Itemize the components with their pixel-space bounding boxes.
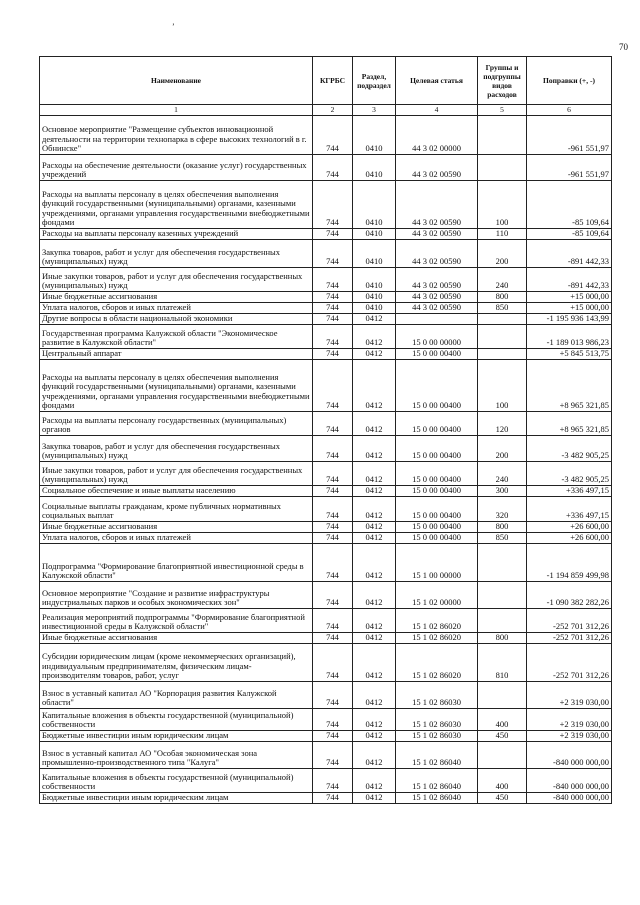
row-amount: +15 000,00 bbox=[527, 291, 612, 302]
row-name: Бюджетные инвестиции иным юридическим лицам bbox=[40, 792, 313, 803]
table-body bbox=[40, 115, 612, 803]
table-row bbox=[40, 532, 612, 543]
row-expense-group bbox=[478, 154, 527, 180]
table-row bbox=[40, 348, 612, 359]
table-row bbox=[40, 681, 612, 708]
row-razdel: 0410 bbox=[353, 154, 396, 180]
row-name: Взнос в уставный капитал АО "Особая экономическая зона промышленно-производственного типа "Калуга" bbox=[40, 741, 313, 768]
table-row bbox=[40, 115, 612, 154]
table-row bbox=[40, 521, 612, 532]
row-razdel: 0412 bbox=[353, 435, 396, 461]
row-razdel: 0412 bbox=[353, 461, 396, 485]
table-row bbox=[40, 324, 612, 348]
row-amount: -85 109,64 bbox=[527, 180, 612, 228]
row-expense-group bbox=[478, 741, 527, 768]
row-expense-group: 450 bbox=[478, 730, 527, 741]
row-target-article: 15 0 00 00400 bbox=[396, 348, 478, 359]
row-kgrbs: 744 bbox=[313, 313, 353, 324]
row-amount: -840 000 000,00 bbox=[527, 768, 612, 792]
row-name: Субсидии юридическим лицам (кроме некоммерческих организаций), индивидуальным предпринимателям, физическим лицам-производителям товаров, работ, услуг bbox=[40, 643, 313, 681]
row-name: Иные закупки товаров, работ и услуг для обеспечения государственных (муниципальных) нужд bbox=[40, 267, 313, 291]
table-row bbox=[40, 435, 612, 461]
row-target-article: 15 1 02 86030 bbox=[396, 708, 478, 730]
table-row bbox=[40, 768, 612, 792]
row-target-article: 15 0 00 00400 bbox=[396, 496, 478, 521]
row-razdel: 0410 bbox=[353, 267, 396, 291]
row-razdel: 0412 bbox=[353, 485, 396, 496]
row-amount: +336 497,15 bbox=[527, 496, 612, 521]
row-expense-group: 200 bbox=[478, 435, 527, 461]
row-razdel: 0412 bbox=[353, 324, 396, 348]
row-razdel: 0412 bbox=[353, 643, 396, 681]
page-number: 70 bbox=[619, 42, 628, 52]
row-target-article: 15 1 02 86020 bbox=[396, 643, 478, 681]
row-name: Реализация мероприятий подпрограммы "Формирование благоприятной инвестиционной среды в Калужской области" bbox=[40, 608, 313, 632]
row-target-article: 44 3 02 00590 bbox=[396, 228, 478, 239]
row-kgrbs: 744 bbox=[313, 154, 353, 180]
row-kgrbs: 744 bbox=[313, 708, 353, 730]
row-amount: +8 965 321,85 bbox=[527, 411, 612, 435]
row-razdel: 0412 bbox=[353, 348, 396, 359]
row-amount: -891 442,33 bbox=[527, 267, 612, 291]
row-target-article: 44 3 02 00590 bbox=[396, 291, 478, 302]
row-kgrbs: 744 bbox=[313, 792, 353, 803]
row-kgrbs: 744 bbox=[313, 324, 353, 348]
row-kgrbs: 744 bbox=[313, 543, 353, 581]
row-amount: +2 319 030,00 bbox=[527, 708, 612, 730]
row-target-article: 15 0 00 00400 bbox=[396, 461, 478, 485]
row-name: Другие вопросы в области национальной экономики bbox=[40, 313, 313, 324]
table-row bbox=[40, 302, 612, 313]
row-kgrbs: 744 bbox=[313, 228, 353, 239]
row-target-article: 44 3 02 00590 bbox=[396, 267, 478, 291]
table-row bbox=[40, 543, 612, 581]
row-target-article: 44 3 02 00590 bbox=[396, 302, 478, 313]
row-kgrbs: 744 bbox=[313, 291, 353, 302]
row-target-article: 44 3 02 00590 bbox=[396, 180, 478, 228]
row-razdel: 0412 bbox=[353, 521, 396, 532]
table-row bbox=[40, 496, 612, 521]
header-expense-groups: Группы и подгруппы видов расходов bbox=[478, 57, 527, 105]
row-amount: -252 701 312,26 bbox=[527, 643, 612, 681]
row-target-article: 44 3 02 00590 bbox=[396, 154, 478, 180]
row-target-article: 15 1 02 86020 bbox=[396, 632, 478, 643]
row-name: Иные бюджетные ассигнования bbox=[40, 291, 313, 302]
row-name: Взнос в уставный капитал АО "Корпорация развития Калужской области" bbox=[40, 681, 313, 708]
row-name: Расходы на выплаты персоналу государственных (муниципальных) органов bbox=[40, 411, 313, 435]
table-row bbox=[40, 708, 612, 730]
row-amount: -252 701 312,26 bbox=[527, 608, 612, 632]
row-target-article: 15 1 02 86020 bbox=[396, 608, 478, 632]
row-amount: -840 000 000,00 bbox=[527, 792, 612, 803]
table-row bbox=[40, 267, 612, 291]
row-expense-group: 450 bbox=[478, 792, 527, 803]
row-razdel: 0412 bbox=[353, 681, 396, 708]
row-name: Иные закупки товаров, работ и услуг для обеспечения государственных (муниципальных) нужд bbox=[40, 461, 313, 485]
header-name: Наименование bbox=[40, 57, 313, 105]
row-target-article: 15 0 00 00400 bbox=[396, 485, 478, 496]
table-row bbox=[40, 792, 612, 803]
row-expense-group bbox=[478, 115, 527, 154]
row-amount: +26 600,00 bbox=[527, 521, 612, 532]
header-kgrbs: КГРБС bbox=[313, 57, 353, 105]
row-kgrbs: 744 bbox=[313, 239, 353, 267]
table-row bbox=[40, 485, 612, 496]
row-name: Иные бюджетные ассигнования bbox=[40, 632, 313, 643]
row-razdel: 0410 bbox=[353, 228, 396, 239]
row-target-article: 15 0 00 00000 bbox=[396, 324, 478, 348]
row-target-article: 15 0 00 00400 bbox=[396, 435, 478, 461]
row-amount: +26 600,00 bbox=[527, 532, 612, 543]
row-expense-group: 320 bbox=[478, 496, 527, 521]
row-expense-group: 110 bbox=[478, 228, 527, 239]
row-target-article: 44 3 02 00000 bbox=[396, 115, 478, 154]
row-expense-group: 100 bbox=[478, 359, 527, 411]
row-expense-group: 850 bbox=[478, 302, 527, 313]
row-kgrbs: 744 bbox=[313, 768, 353, 792]
row-name: Государственная программа Калужской области "Экономическое развитие в Калужской области" bbox=[40, 324, 313, 348]
row-kgrbs: 744 bbox=[313, 681, 353, 708]
row-razdel: 0412 bbox=[353, 741, 396, 768]
table-row bbox=[40, 313, 612, 324]
row-kgrbs: 744 bbox=[313, 643, 353, 681]
row-razdel: 0412 bbox=[353, 359, 396, 411]
table-row bbox=[40, 581, 612, 608]
row-razdel: 0410 bbox=[353, 239, 396, 267]
row-razdel: 0412 bbox=[353, 543, 396, 581]
row-amount: -85 109,64 bbox=[527, 228, 612, 239]
row-kgrbs: 744 bbox=[313, 359, 353, 411]
row-target-article: 15 0 00 00400 bbox=[396, 411, 478, 435]
row-expense-group: 850 bbox=[478, 532, 527, 543]
row-razdel: 0410 bbox=[353, 291, 396, 302]
table-row bbox=[40, 741, 612, 768]
row-amount: -891 442,33 bbox=[527, 239, 612, 267]
row-target-article: 15 1 02 86040 bbox=[396, 741, 478, 768]
table-row bbox=[40, 643, 612, 681]
row-target-article: 15 1 02 86040 bbox=[396, 792, 478, 803]
row-kgrbs: 744 bbox=[313, 435, 353, 461]
row-target-article: 15 1 02 86030 bbox=[396, 730, 478, 741]
row-razdel: 0410 bbox=[353, 302, 396, 313]
row-name: Бюджетные инвестиции иным юридическим лицам bbox=[40, 730, 313, 741]
row-target-article: 44 3 02 00590 bbox=[396, 239, 478, 267]
row-kgrbs: 744 bbox=[313, 496, 353, 521]
header-razdel: Раздел, подраздел bbox=[353, 57, 396, 105]
row-target-article: 15 0 00 00400 bbox=[396, 359, 478, 411]
row-kgrbs: 744 bbox=[313, 521, 353, 532]
row-expense-group bbox=[478, 608, 527, 632]
row-expense-group: 300 bbox=[478, 485, 527, 496]
row-amount: +336 497,15 bbox=[527, 485, 612, 496]
row-name: Основное мероприятие "Создание и развитие инфраструктуры индустриальных парков и особых экономических зон" bbox=[40, 581, 313, 608]
row-kgrbs: 744 bbox=[313, 532, 353, 543]
row-kgrbs: 744 bbox=[313, 115, 353, 154]
row-name: Социальные выплаты гражданам, кроме публичных нормативных социальных выплат bbox=[40, 496, 313, 521]
row-name: Социальное обеспечение и иные выплаты населению bbox=[40, 485, 313, 496]
row-amount: -1 195 936 143,99 bbox=[527, 313, 612, 324]
table-row bbox=[40, 228, 612, 239]
row-razdel: 0412 bbox=[353, 532, 396, 543]
table-row bbox=[40, 154, 612, 180]
row-name: Подпрограмма "Формирование благоприятной инвестиционной среды в Калужской области" bbox=[40, 543, 313, 581]
row-razdel: 0410 bbox=[353, 115, 396, 154]
row-razdel: 0412 bbox=[353, 608, 396, 632]
row-name: Закупка товаров, работ и услуг для обеспечения государственных (муниципальных) нужд bbox=[40, 435, 313, 461]
table-row bbox=[40, 180, 612, 228]
row-expense-group: 400 bbox=[478, 708, 527, 730]
row-name: Уплата налогов, сборов и иных платежей bbox=[40, 302, 313, 313]
header-amount: Поправки (+, -) bbox=[527, 57, 612, 105]
column-number: 3 bbox=[353, 105, 396, 116]
row-kgrbs: 744 bbox=[313, 608, 353, 632]
row-expense-group bbox=[478, 581, 527, 608]
row-amount: +2 319 030,00 bbox=[527, 730, 612, 741]
row-razdel: 0412 bbox=[353, 313, 396, 324]
row-expense-group bbox=[478, 681, 527, 708]
row-name: Расходы на обеспечение деятельности (оказание услуг) государственных учреждений bbox=[40, 154, 313, 180]
row-name: Уплата налогов, сборов и иных платежей bbox=[40, 532, 313, 543]
row-razdel: 0412 bbox=[353, 768, 396, 792]
table-row bbox=[40, 461, 612, 485]
row-name: Капитальные вложения в объекты государственной (муниципальной) собственности bbox=[40, 768, 313, 792]
row-amount: -961 551,97 bbox=[527, 115, 612, 154]
row-expense-group: 810 bbox=[478, 643, 527, 681]
table-row bbox=[40, 632, 612, 643]
row-expense-group bbox=[478, 348, 527, 359]
row-razdel: 0412 bbox=[353, 496, 396, 521]
column-number: 2 bbox=[313, 105, 353, 116]
row-amount: +15 000,00 bbox=[527, 302, 612, 313]
row-kgrbs: 744 bbox=[313, 741, 353, 768]
row-target-article: 15 1 02 86040 bbox=[396, 768, 478, 792]
row-kgrbs: 744 bbox=[313, 180, 353, 228]
row-amount: +5 845 513,75 bbox=[527, 348, 612, 359]
row-amount: -252 701 312,26 bbox=[527, 632, 612, 643]
row-target-article: 15 1 00 00000 bbox=[396, 543, 478, 581]
budget-table bbox=[39, 56, 612, 804]
row-name: Центральный аппарат bbox=[40, 348, 313, 359]
scan-mark: ʼ bbox=[172, 22, 175, 31]
row-kgrbs: 744 bbox=[313, 730, 353, 741]
row-amount: -3 482 905,25 bbox=[527, 435, 612, 461]
row-kgrbs: 744 bbox=[313, 348, 353, 359]
row-target-article: 15 0 00 00400 bbox=[396, 532, 478, 543]
row-expense-group: 120 bbox=[478, 411, 527, 435]
row-amount: -3 482 905,25 bbox=[527, 461, 612, 485]
row-expense-group: 800 bbox=[478, 632, 527, 643]
row-amount: -1 194 859 499,98 bbox=[527, 543, 612, 581]
row-expense-group: 800 bbox=[478, 521, 527, 532]
row-target-article bbox=[396, 313, 478, 324]
table-row bbox=[40, 239, 612, 267]
row-expense-group bbox=[478, 313, 527, 324]
row-expense-group: 400 bbox=[478, 768, 527, 792]
row-kgrbs: 744 bbox=[313, 581, 353, 608]
row-razdel: 0410 bbox=[353, 180, 396, 228]
row-razdel: 0412 bbox=[353, 708, 396, 730]
row-razdel: 0412 bbox=[353, 411, 396, 435]
row-razdel: 0412 bbox=[353, 632, 396, 643]
column-number: 5 bbox=[478, 105, 527, 116]
row-expense-group: 240 bbox=[478, 267, 527, 291]
row-target-article: 15 1 02 86030 bbox=[396, 681, 478, 708]
row-kgrbs: 744 bbox=[313, 267, 353, 291]
row-expense-group: 200 bbox=[478, 239, 527, 267]
table-row bbox=[40, 608, 612, 632]
table-row bbox=[40, 411, 612, 435]
row-kgrbs: 744 bbox=[313, 461, 353, 485]
row-amount: -840 000 000,00 bbox=[527, 741, 612, 768]
row-expense-group: 100 bbox=[478, 180, 527, 228]
row-name: Расходы на выплаты персоналу казенных учреждений bbox=[40, 228, 313, 239]
row-razdel: 0412 bbox=[353, 730, 396, 741]
row-name: Расходы на выплаты персоналу в целях обеспечения выполнения функций государственными (муниципальными) органами, казенными учреждениями, органами управления государственными внебюджетными фондами bbox=[40, 359, 313, 411]
header-target-article: Целевая статья bbox=[396, 57, 478, 105]
column-number: 1 bbox=[40, 105, 313, 116]
row-target-article: 15 0 00 00400 bbox=[396, 521, 478, 532]
row-name: Иные бюджетные ассигнования bbox=[40, 521, 313, 532]
row-amount: +2 319 030,00 bbox=[527, 681, 612, 708]
row-name: Расходы на выплаты персоналу в целях обеспечения выполнения функций государственными (муниципальными) органами, казенными учреждениями, органами управления государственными внебюджетными фондами bbox=[40, 180, 313, 228]
row-amount: -1 189 013 986,23 bbox=[527, 324, 612, 348]
row-name: Основное мероприятие "Размещение субъектов инновационной деятельности на территории технопарка в сфере высоких технологий в г. Обнинске" bbox=[40, 115, 313, 154]
row-name: Закупка товаров, работ и услуг для обеспечения государственных (муниципальных) нужд bbox=[40, 239, 313, 267]
row-target-article: 15 1 02 00000 bbox=[396, 581, 478, 608]
row-expense-group: 240 bbox=[478, 461, 527, 485]
row-name: Капитальные вложения в объекты государственной (муниципальной) собственности bbox=[40, 708, 313, 730]
table-row bbox=[40, 359, 612, 411]
row-kgrbs: 744 bbox=[313, 632, 353, 643]
row-expense-group bbox=[478, 543, 527, 581]
row-razdel: 0412 bbox=[353, 581, 396, 608]
row-amount: -1 090 382 282,26 bbox=[527, 581, 612, 608]
row-amount: +8 965 321,85 bbox=[527, 359, 612, 411]
table-row bbox=[40, 730, 612, 741]
row-kgrbs: 744 bbox=[313, 302, 353, 313]
row-expense-group bbox=[478, 324, 527, 348]
column-number: 6 bbox=[527, 105, 612, 116]
table-row bbox=[40, 291, 612, 302]
row-razdel: 0412 bbox=[353, 792, 396, 803]
column-number: 4 bbox=[396, 105, 478, 116]
row-amount: -961 551,97 bbox=[527, 154, 612, 180]
row-expense-group: 800 bbox=[478, 291, 527, 302]
row-kgrbs: 744 bbox=[313, 485, 353, 496]
row-kgrbs: 744 bbox=[313, 411, 353, 435]
